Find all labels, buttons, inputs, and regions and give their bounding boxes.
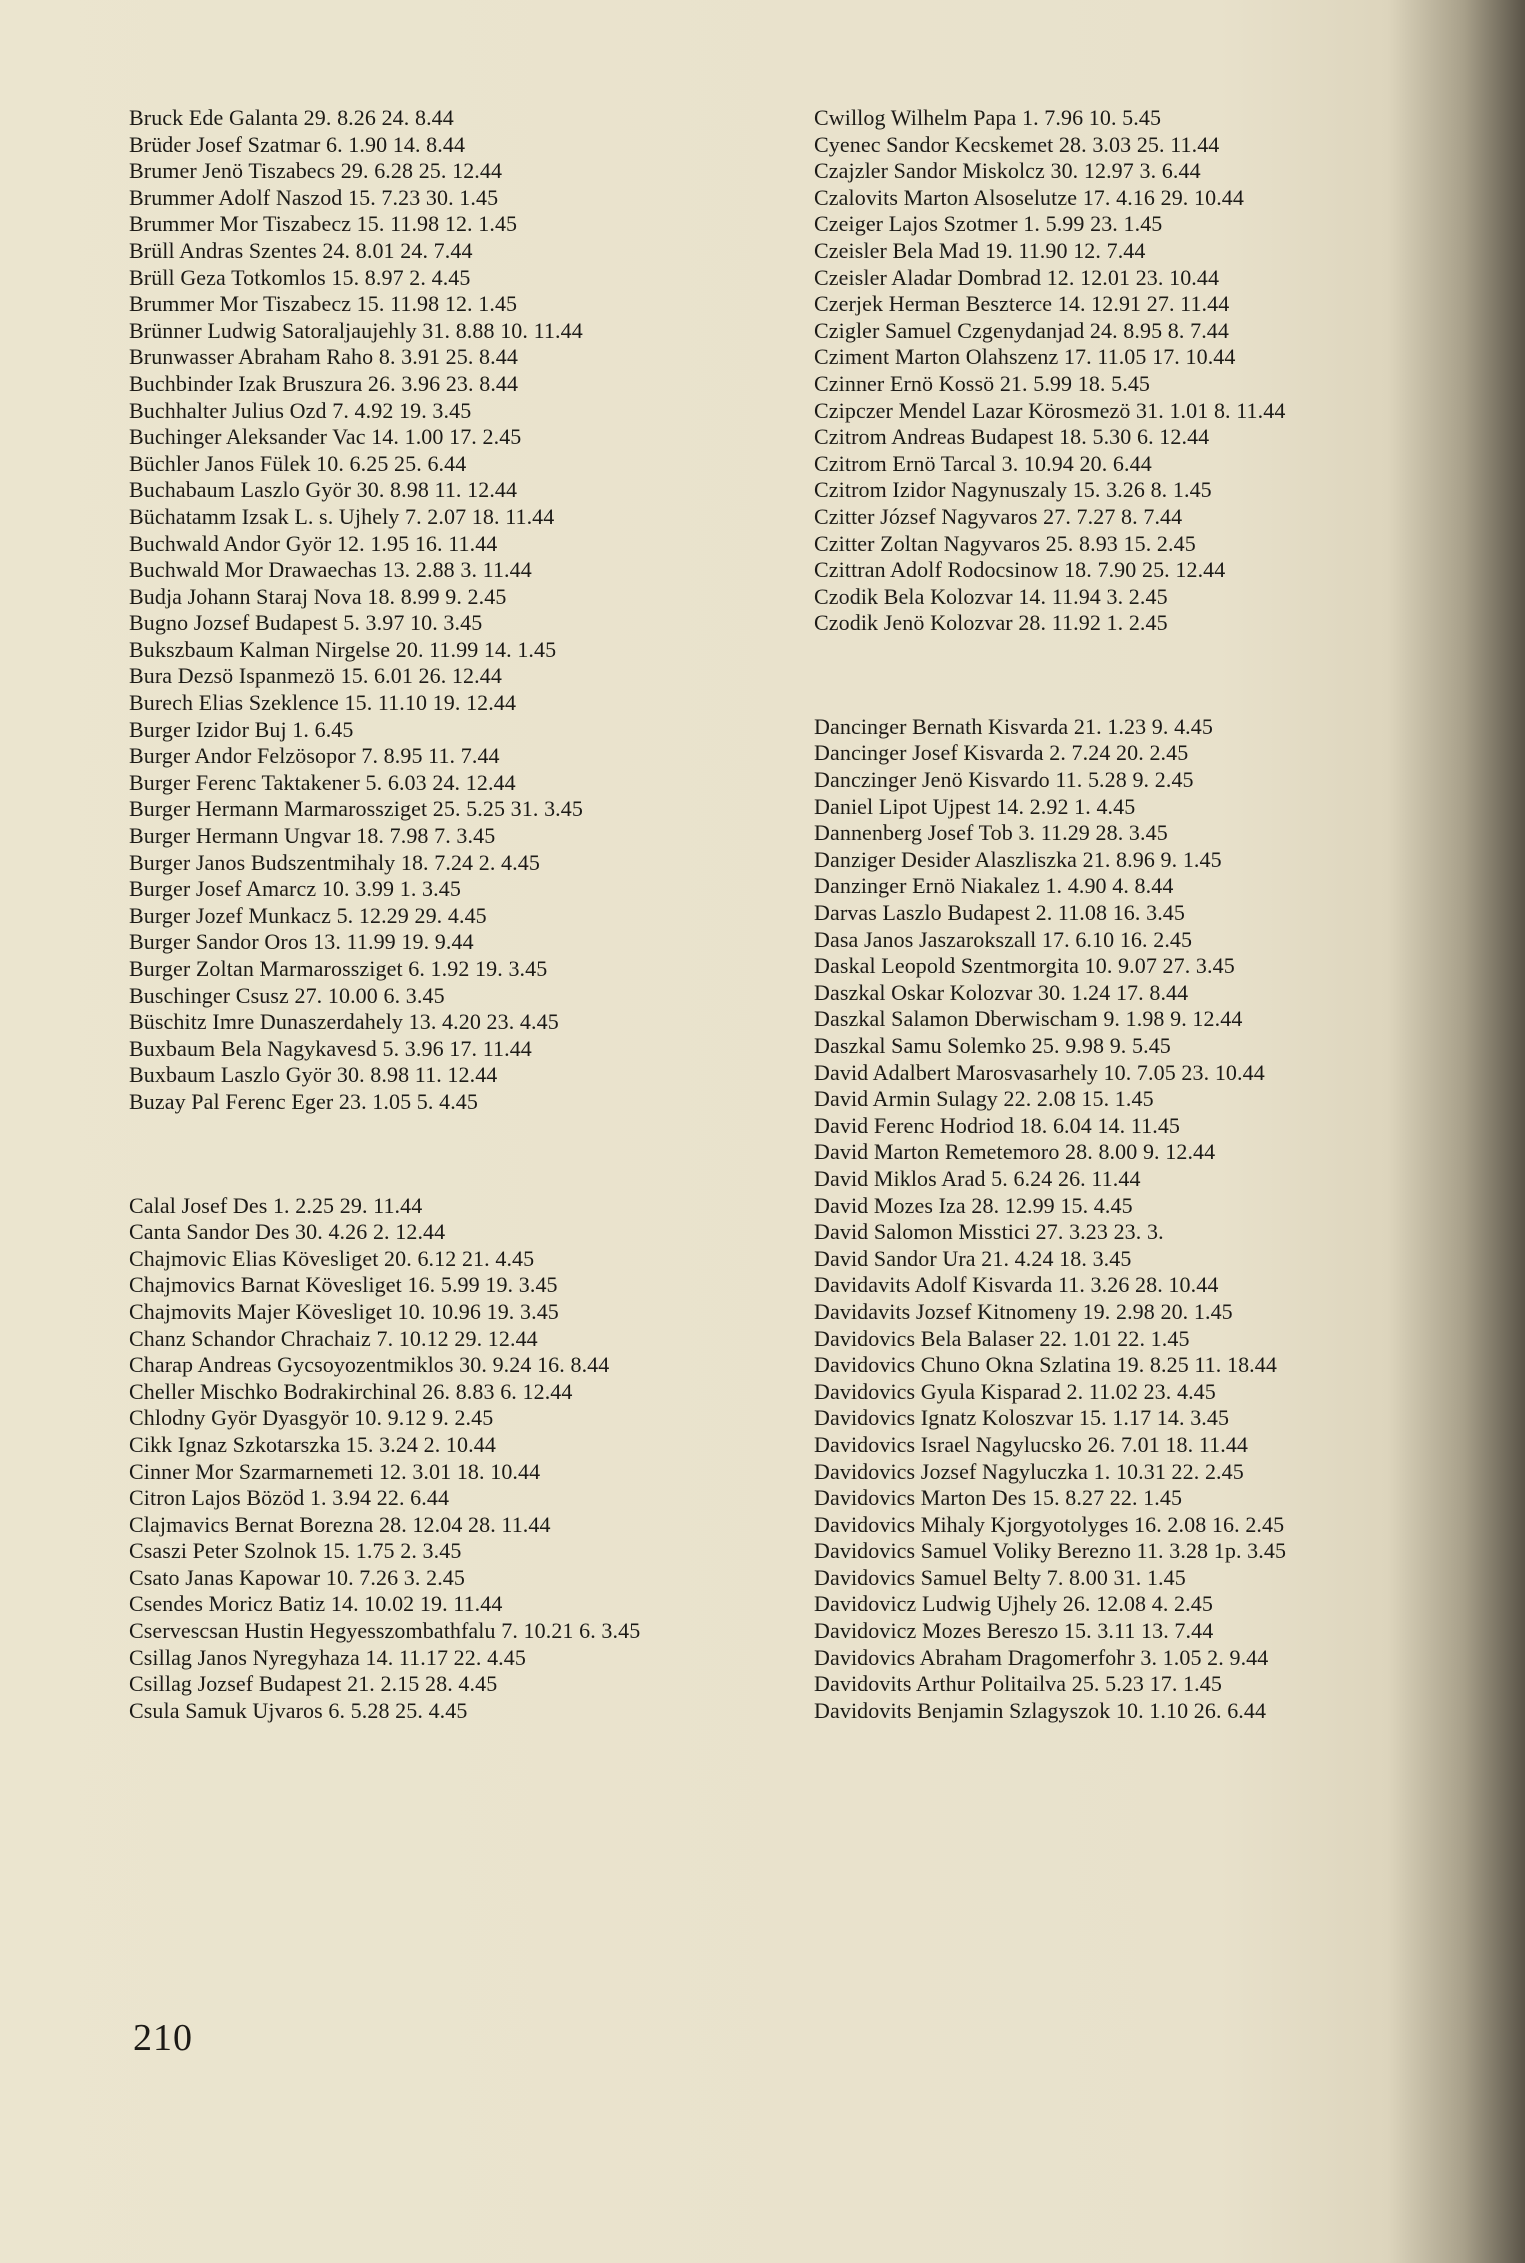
list-item: Buchwald Andor Györ 12. 1.95 16. 11.44 [129,530,498,556]
list-item: Buschinger Csusz 27. 10.00 6. 3.45 [129,982,445,1008]
list-item: Buxbaum Bela Nagykavesd 5. 3.96 17. 11.44 [129,1035,532,1061]
list-item: Brüll Geza Totkomlos 15. 8.97 2. 4.45 [129,264,471,290]
list-item: Czinner Ernö Kossö 21. 5.99 18. 5.45 [814,370,1151,396]
list-item: Buchbinder Izak Bruszura 26. 3.96 23. 8.44 [129,370,519,396]
list-item: Brummer Mor Tiszabecz 15. 11.98 12. 1.45 [129,211,518,237]
list-item: Brüll Andras Szentes 24. 8.01 24. 7.44 [129,237,473,263]
list-item: Bura Dezsö Ispanmezö 15. 6.01 26. 12.44 [129,663,502,689]
list-item: Csillag Janos Nyregyhaza 14. 11.17 22. 4.45 [129,1644,526,1670]
list-item: Czodik Jenö Kolozvar 28. 11.92 1. 2.45 [814,610,1168,636]
list-item: Czerjek Herman Beszterce 14. 12.91 27. 11.44 [814,291,1230,317]
list-item: Burger Izidor Buj 1. 6.45 [129,716,354,742]
list-item: Davidovics Samuel Belty 7. 8.00 31. 1.45 [814,1564,1186,1590]
list-item: Czitter József Nagyvaros 27. 7.27 8. 7.44 [814,503,1183,529]
list-item: Davidavits Jozsef Kitnomeny 19. 2.98 20. 1.45 [814,1298,1233,1324]
list-item: Buchabaum Laszlo Györ 30. 8.98 11. 12.44 [129,477,518,503]
list-item: Davidovics Jozsef Nagyluczka 1. 10.31 22. 2.45 [814,1458,1244,1484]
list-item: Bruck Ede Galanta 29. 8.26 24. 8.44 [129,105,454,130]
list-item: Cziment Marton Olahszenz 17. 11.05 17. 10.44 [814,344,1236,370]
list-item: Davidovits Arthur Politailva 25. 5.23 17. 1.45 [814,1671,1222,1697]
list-item: Burger Hermann Ungvar 18. 7.98 7. 3.45 [129,823,496,849]
list-item: Burger Andor Felzösopor 7. 8.95 11. 7.44 [129,743,500,769]
list-item: Dancinger Josef Kisvarda 2. 7.24 20. 2.45 [814,740,1189,766]
list-item: Brummer Adolf Naszod 15. 7.23 30. 1.45 [129,184,499,210]
list-item: Davidovics Ignatz Koloszvar 15. 1.17 14. 3.45 [814,1405,1230,1431]
list-item: Burger Janos Budszentmihaly 18. 7.24 2. 4.45 [129,849,540,875]
list-item: Calal Josef Des 1. 2.25 29. 11.44 [129,1192,423,1218]
list-item: Davidovics Israel Nagylucsko 26. 7.01 18. 11.44 [814,1431,1249,1457]
list-item: Chlodny Györ Dyasgyör 10. 9.12 9. 2.45 [129,1405,494,1431]
list-item: Davidovics Chuno Okna Szlatina 19. 8.25 11. 18.44 [814,1352,1277,1378]
list-item: Csendes Moricz Batiz 14. 10.02 19. 11.44 [129,1591,503,1617]
list-item: Dannenberg Josef Tob 3. 11.29 28. 3.45 [814,820,1168,846]
list-item: Cwillog Wilhelm Papa 1. 7.96 10. 5.45 [814,105,1162,130]
list-item: Brüder Josef Szatmar 6. 1.90 14. 8.44 [129,131,466,157]
list-item: David Ferenc Hodriod 18. 6.04 14. 11.45 [814,1112,1181,1138]
list-item: Czitrom Andreas Budapest 18. 5.30 6. 12.44 [814,424,1210,450]
list-item: Buxbaum Laszlo Györ 30. 8.98 11. 12.44 [129,1062,498,1088]
list-item: David Adalbert Marosvasarhely 10. 7.05 23. 10.44 [814,1059,1265,1085]
list-item: Darvas Laszlo Budapest 2. 11.08 16. 3.45 [814,900,1186,926]
list-item: Daskal Leopold Szentmorgita 10. 9.07 27. 3.45 [814,953,1235,979]
list-item: Cikk Ignaz Szkotarszka 15. 3.24 2. 10.44 [129,1431,496,1457]
list-item: Czittran Adolf Rodocsinow 18. 7.90 25. 12.44 [814,557,1226,583]
list-item: Bukszbaum Kalman Nirgelse 20. 11.99 14. 1.45 [129,636,557,662]
list-item: David Miklos Arad 5. 6.24 26. 11.44 [814,1165,1141,1191]
list-item: Clajmavics Bernat Borezna 28. 12.04 28. 11.44 [129,1511,551,1537]
list-item: Davidavits Adolf Kisvarda 11. 3.26 28. 10.44 [814,1272,1219,1298]
list-item: Chanz Schandor Chrachaiz 7. 10.12 29. 12.44 [129,1325,538,1351]
list-item: Daszkal Samu Solemko 25. 9.98 9. 5.45 [814,1033,1171,1058]
right-column [814,105,1286,1724]
list-item: Burger Jozef Munkacz 5. 12.29 29. 4.45 [129,902,487,928]
list-item: Czitrom Ernö Tarcal 3. 10.94 20. 6.44 [814,450,1152,476]
list-item: Danczinger Jenö Kisvardo 11. 5.28 9. 2.45 [814,767,1194,793]
list-item: Büchatamm Izsak L. s. Ujhely 7. 2.07 18. 11.44 [129,503,555,529]
list-item: Cservescsan Hustin Hegyesszombathfalu 7. 10.21 6. 3.45 [129,1618,641,1644]
list-item: Csillag Jozsef Budapest 21. 2.15 28. 4.45 [129,1671,498,1697]
list-item: Davidovics Samuel Voliky Berezno 11. 3.28 1p. 3.45 [814,1538,1287,1564]
list-item: Brünner Ludwig Satoraljaujehly 31. 8.88 10. 11.44 [129,317,583,343]
list-item: Danziger Desider Alaszliszka 21. 8.96 9. 1.45 [814,846,1222,872]
list-item: Daszkal Oskar Kolozvar 30. 1.24 17. 8.44 [814,979,1189,1005]
list-item: Burger Josef Amarcz 10. 3.99 1. 3.45 [129,876,461,902]
list-item: David Salomon Misstici 27. 3.23 23. 3. [814,1219,1164,1245]
list-item: Czeisler Bela Mad 19. 11.90 12. 7.44 [814,237,1146,263]
list-item: Canta Sandor Des 30. 4.26 2. 12.44 [129,1219,446,1245]
left-column [129,105,640,1724]
list-item: Büschitz Imre Dunaszerdahely 13. 4.20 23. 4.45 [129,1009,559,1035]
list-item: Czitter Zoltan Nagyvaros 25. 8.93 15. 2.45 [814,530,1196,556]
list-item: Csula Samuk Ujvaros 6. 5.28 25. 4.45 [129,1697,468,1723]
list-item: David Armin Sulagy 22. 2.08 15. 1.45 [814,1086,1154,1112]
list-item: Citron Lajos Bözöd 1. 3.94 22. 6.44 [129,1485,450,1511]
list-item: Csato Janas Kapowar 10. 7.26 3. 2.45 [129,1564,465,1590]
list-item: Davidovics Gyula Kisparad 2. 11.02 23. 4.45 [814,1378,1216,1404]
list-item: Daniel Lipot Ujpest 14. 2.92 1. 4.45 [814,793,1136,819]
list-item: Brummer Mor Tiszabecz 15. 11.98 12. 1.45 [129,291,518,317]
list-item: Burger Ferenc Taktakener 5. 6.03 24. 12.44 [129,769,516,795]
list-item: Czeiger Lajos Szotmer 1. 5.99 23. 1.45 [814,211,1163,237]
list-item: Burger Sandor Oros 13. 11.99 19. 9.44 [129,929,474,955]
list-item: Davidovicz Mozes Bereszo 15. 3.11 13. 7.44 [814,1618,1214,1644]
list-item: David Sandor Ura 21. 4.24 18. 3.45 [814,1245,1132,1271]
list-item: Chajmovic Elias Kövesliget 20. 6.12 21. 4.45 [129,1245,535,1271]
list-item: Davidovics Abraham Dragomerfohr 3. 1.05 2. 9.44 [814,1644,1269,1670]
list-item: Czodik Bela Kolozvar 14. 11.94 3. 2.45 [814,583,1168,609]
list-item: Cinner Mor Szarmarnemeti 12. 3.01 18. 10.44 [129,1458,541,1484]
list-item: Czajzler Sandor Miskolcz 30. 12.97 3. 6.44 [814,158,1201,184]
list-item: Czitrom Izidor Nagynuszaly 15. 3.26 8. 1.45 [814,477,1212,503]
list-item: Csaszi Peter Szolnok 15. 1.75 2. 3.45 [129,1538,462,1564]
list-item: Daszkal Salamon Dberwischam 9. 1.98 9. 12.44 [814,1006,1243,1032]
list-item: Budja Johann Staraj Nova 18. 8.99 9. 2.45 [129,583,507,609]
list-item: Buchwald Mor Drawaechas 13. 2.88 3. 11.44 [129,557,532,583]
list-item: Burech Elias Szeklence 15. 11.10 19. 12.44 [129,690,517,716]
list-item: Burger Zoltan Marmarossziget 6. 1.92 19. 3.45 [129,956,548,981]
list-item: Czalovits Marton Alsoselutze 17. 4.16 29. 10.44 [814,184,1244,210]
list-item: David Mozes Iza 28. 12.99 15. 4.45 [814,1192,1133,1218]
list-item: David Marton Remetemoro 28. 8.00 9. 12.44 [814,1139,1216,1165]
list-item: Dancinger Bernath Kisvarda 21. 1.23 9. 4.45 [814,713,1213,739]
list-item: Dasa Janos Jaszarokszall 17. 6.10 16. 2.45 [814,926,1193,952]
list-item: Czigler Samuel Czgenydanjad 24. 8.95 8. 7.44 [814,317,1229,343]
list-item: Davidovits Benjamin Szlagyszok 10. 1.10 26. 6.44 [814,1697,1267,1723]
page-number: 210 [133,2017,193,2059]
list-item: Davidovics Mihaly Kjorgyotolyges 16. 2.08 16. 2.45 [814,1511,1285,1537]
list-item: Buchinger Aleksander Vac 14. 1.00 17. 2.45 [129,424,522,450]
list-item: Davidovicz Ludwig Ujhely 26. 12.08 4. 2.45 [814,1591,1213,1617]
list-item: Cheller Mischko Bodrakirchinal 26. 8.83 6. 12.44 [129,1378,573,1404]
list-item: Büchler Janos Fülek 10. 6.25 25. 6.44 [129,450,467,476]
list-item: Buzay Pal Ferenc Eger 23. 1.05 5. 4.45 [129,1088,478,1114]
list-item: Burger Hermann Marmarossziget 25. 5.25 31. 3.45 [129,796,583,822]
list-item: Czeisler Aladar Dombrad 12. 12.01 23. 10.44 [814,264,1220,290]
list-item: Cyenec Sandor Kecskemet 28. 3.03 25. 11.44 [814,131,1220,157]
list-item: Danzinger Ernö Niakalez 1. 4.90 4. 8.44 [814,873,1174,899]
list-item: Chajmovits Majer Kövesliget 10. 10.96 19. 3.45 [129,1298,559,1324]
list-item: Brunwasser Abraham Raho 8. 3.91 25. 8.44 [129,344,518,370]
list-item: Brumer Jenö Tiszabecs 29. 6.28 25. 12.44 [129,158,503,184]
list-item: Charap Andreas Gycsoyozentmiklos 30. 9.24 16. 8.44 [129,1352,610,1378]
list-item: Chajmovics Barnat Kövesliget 16. 5.99 19. 3.45 [129,1272,558,1298]
list-item: Davidovics Marton Des 15. 8.27 22. 1.45 [814,1485,1183,1511]
list-item: Buchhalter Julius Ozd 7. 4.92 19. 3.45 [129,397,472,423]
list-item: Czipczer Mendel Lazar Körosmezö 31. 1.01 8. 11.44 [814,397,1286,423]
list-item: Davidovics Bela Balaser 22. 1.01 22. 1.45 [814,1325,1190,1351]
list-item: Bugno Jozsef Budapest 5. 3.97 10. 3.45 [129,610,483,636]
